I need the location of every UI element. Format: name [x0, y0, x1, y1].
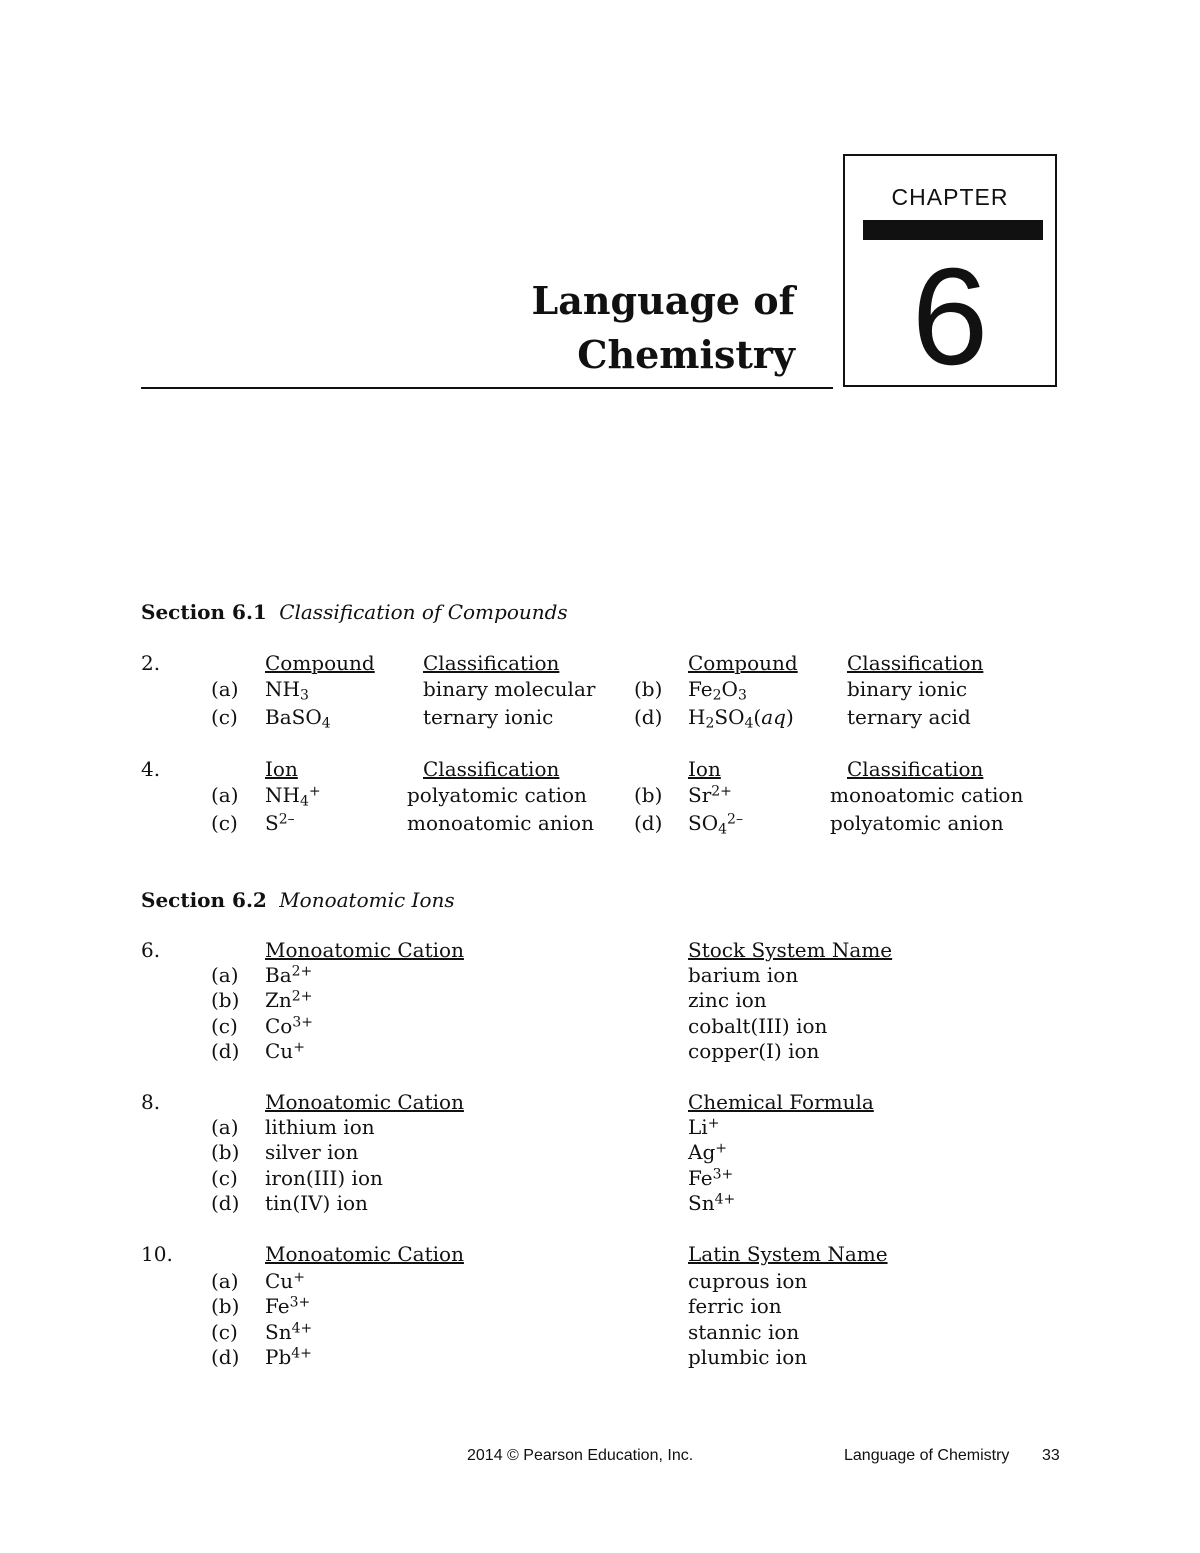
item-letter: (b): [634, 677, 663, 701]
problem-number: 10.: [141, 1242, 173, 1266]
section-number: Section 6.1: [141, 600, 267, 624]
formula: $Sn^{4+}$: [688, 1191, 736, 1215]
column-header: Stock System Name: [688, 938, 893, 962]
formula: $Fe^{3+}$: [688, 1166, 734, 1190]
classification: binary molecular: [423, 677, 596, 701]
classification: binary ionic: [847, 677, 968, 701]
answer: cuprous ion: [688, 1269, 808, 1293]
column-header: Chemical Formula: [688, 1090, 874, 1114]
item-letter: (d): [211, 1039, 240, 1063]
formula: $Zn^{2+}$: [265, 988, 313, 1012]
classification: ternary ionic: [423, 705, 554, 729]
classification: polyatomic cation: [407, 783, 587, 807]
item-letter: (a): [211, 677, 239, 701]
formula: $NH_3$: [265, 677, 309, 704]
problem-number: 8.: [141, 1090, 161, 1114]
title-rule: [141, 387, 833, 389]
column-header: Classification: [847, 757, 984, 781]
item-letter: (a): [211, 1269, 239, 1293]
answer: ferric ion: [688, 1294, 782, 1318]
ion-name: iron(III) ion: [265, 1166, 383, 1190]
formula: $Co^{3+}$: [265, 1014, 313, 1038]
chapter-title-line-1: Language of: [531, 278, 795, 323]
column-header: Compound: [265, 651, 375, 675]
chapter-label: CHAPTER: [891, 184, 1009, 210]
formula: $H_2SO_4(aq)$: [688, 705, 794, 732]
item-letter: (c): [211, 1014, 238, 1038]
formula: BaSO$_4$: [265, 705, 331, 732]
formula: $SO_4^{2-}$: [688, 811, 743, 838]
item-letter: (b): [211, 988, 240, 1012]
page-number: 33: [1042, 1447, 1060, 1464]
formula: $Sn^{4+}$: [265, 1320, 313, 1344]
item-letter: (c): [211, 1166, 238, 1190]
answer: cobalt(III) ion: [688, 1014, 828, 1038]
formula: $S^{2-}$: [265, 811, 295, 835]
answer: copper(I) ion: [688, 1039, 820, 1063]
chapter-title-line-2: Chemistry: [577, 332, 795, 377]
column-header: Monoatomic Cation: [265, 1090, 464, 1114]
item-letter: (b): [211, 1294, 240, 1318]
answer: stannic ion: [688, 1320, 800, 1344]
item-letter: (c): [211, 1320, 238, 1344]
item-letter: (d): [634, 811, 663, 835]
column-header: Ion: [688, 757, 721, 781]
formula: $Ba^{2+}$: [265, 963, 313, 987]
section-number: Section 6.2: [141, 888, 267, 912]
chapter-number: 6: [911, 240, 989, 394]
ion-name: tin(IV) ion: [265, 1191, 368, 1215]
answer: barium ion: [688, 963, 799, 987]
item-letter: (b): [634, 783, 663, 807]
item-letter: (a): [211, 783, 239, 807]
classification: monoatomic cation: [830, 783, 1024, 807]
formula: $Sr^{2+}$: [688, 783, 732, 807]
section-title: Classification of Compounds: [279, 600, 568, 624]
formula: Cu+: [265, 1039, 305, 1063]
column-header: Monoatomic Cation: [265, 1242, 464, 1266]
classification: monoatomic anion: [407, 811, 594, 835]
item-letter: (a): [211, 963, 239, 987]
formula: $Pb^{4+}$: [265, 1345, 312, 1369]
chapter-bar: [863, 220, 1043, 240]
column-header: Monoatomic Cation: [265, 938, 464, 962]
section-title: Monoatomic Ions: [279, 888, 455, 912]
problem-number: 2.: [141, 651, 161, 675]
answer: zinc ion: [688, 988, 767, 1012]
problem-number: 4.: [141, 757, 161, 781]
column-header: Classification: [423, 651, 560, 675]
item-letter: (c): [211, 705, 238, 729]
classification: ternary acid: [847, 705, 971, 729]
ion-name: silver ion: [265, 1140, 359, 1164]
column-header: Classification: [847, 651, 984, 675]
section-6-1-heading: [141, 600, 568, 624]
item-letter: (b): [211, 1140, 240, 1164]
classification: polyatomic anion: [830, 811, 1004, 835]
item-letter: (c): [211, 811, 238, 835]
ion-name: lithium ion: [265, 1115, 375, 1139]
column-header: Compound: [688, 651, 798, 675]
answer: plumbic ion: [688, 1345, 808, 1369]
section-6-2-heading: [141, 888, 455, 912]
column-header: Ion: [265, 757, 298, 781]
item-letter: (d): [634, 705, 663, 729]
item-letter: (a): [211, 1115, 239, 1139]
footer-running-title: Language of Chemistry: [844, 1447, 1010, 1464]
item-letter: (d): [211, 1191, 240, 1215]
formula: $Fe^{3+}$: [265, 1294, 311, 1318]
column-header: Latin System Name: [688, 1242, 888, 1266]
footer-copyright: 2014 © Pearson Education, Inc.: [467, 1447, 694, 1464]
formula: $NH_4^+$: [265, 783, 321, 810]
formula: Cu+: [265, 1269, 305, 1293]
column-header: Classification: [423, 757, 560, 781]
formula: Ag+: [688, 1140, 727, 1164]
formula: Li+: [688, 1115, 720, 1139]
item-letter: (d): [211, 1345, 240, 1369]
chapter-box: [843, 154, 1057, 394]
problem-number: 6.: [141, 938, 161, 962]
formula: $Fe_2O_3$: [688, 677, 747, 704]
